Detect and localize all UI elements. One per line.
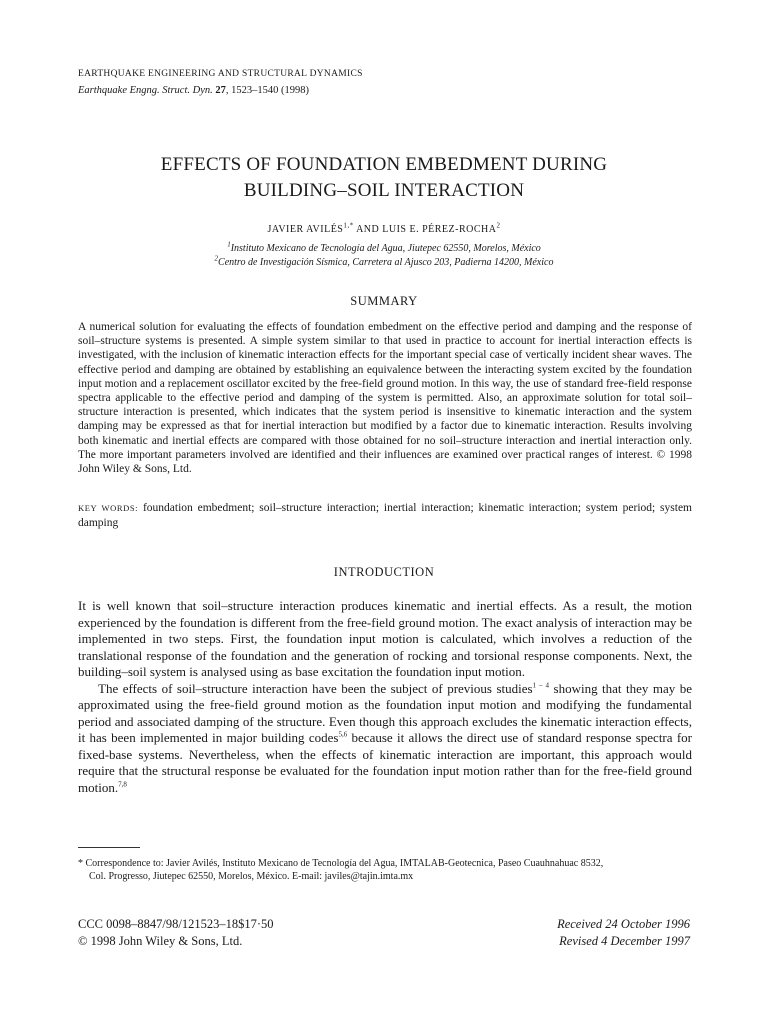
affiliation-2: [0, 254, 768, 268]
revised-date: Revised 4 December 1997: [559, 934, 690, 948]
affiliation-2-mark: 2: [214, 254, 219, 263]
affiliation-1-mark: 1: [227, 240, 231, 249]
intro-paragraph-2: [78, 681, 692, 797]
keywords-label: KEY WORDS:: [78, 503, 139, 513]
ccc-code: CCC 0098–8847/98/121523–18$17·50: [78, 917, 274, 931]
citation-volume: 27: [215, 85, 226, 96]
citation-ref-7-8: 7,8: [118, 780, 127, 789]
author-2: LUIS E. PÉREZ-ROCHA: [382, 224, 497, 235]
received-dates: [557, 916, 690, 950]
received-date: Received 24 October 1996: [557, 917, 690, 931]
summary-heading: SUMMARY: [350, 294, 418, 308]
footnote-line-2: Col. Progresso, Jiutepec 62550, Morelos, México. E-mail: javiles@tajin.imta.mx: [89, 871, 414, 882]
author-1-mark: 1,*: [343, 221, 354, 230]
copyright-line: © 1998 John Wiley & Sons, Ltd.: [78, 934, 243, 948]
citation-ref-5-6: 5,6: [338, 730, 348, 739]
title-line-2: BUILDING–SOIL INTERACTION: [243, 180, 525, 201]
citation-ref-1-4: 1 – 4: [532, 681, 550, 690]
footnote-divider: [78, 847, 140, 848]
correspondence-footnote: [78, 857, 692, 883]
keywords-text: foundation embedment; soil–structure interaction; inertial interaction; kinematic interaction; system period; system damping: [78, 502, 692, 529]
affiliation-1-text: Instituto Mexicano de Tecnología del Agua, Jiutepec 62550, Morelos, México: [230, 243, 541, 254]
intro-p2-text-c: because it allows the direct use of standard response spectra for fixed-base systems. Nevertheless, when the effects of kinematic interaction are important, this approach would require that the structural response be evaluated for the foundation input motion rather than for the free-field ground motion.: [78, 730, 692, 795]
intro-paragraph-1: It is well known that soil–structure interaction produces kinematic and inertial effects. As a result, the motion experienced by the foundation is different from the free-field ground motion. The exact analysis of interaction may be implemented in two steps. First, the foundation input motion is calculated, which involves a reduction of the translational response of the foundation and the generation of rocking and torsional response components. Next, the building–soil system is analysed using as base excitation the foundation input motion.: [78, 598, 692, 679]
citation-journal: Earthquake Engng. Struct. Dyn.: [78, 85, 213, 96]
affiliation-1: [0, 240, 768, 254]
title-line-1: EFFECTS OF FOUNDATION EMBEDMENT DURING: [160, 154, 608, 175]
keywords: [78, 501, 692, 531]
author-2-mark: 2: [496, 221, 501, 230]
introduction-body: [78, 598, 692, 796]
footnote-line-1: * Correspondence to: Javier Avilés, Instituto Mexicano de Tecnología del Agua, IMTALAB-Geotecnica, Paseo Cuauhnahuac 8532,: [78, 858, 604, 869]
summary-body: A numerical solution for evaluating the effects of foundation embedment on the effective period and damping and the response of soil–structure systems is presented. A simple system similar to that used in practice to account for inertial interaction effects is investigated, with the inclusion of kinematic interaction effects for the important special case of vertically incident shear waves. The effective period and damping are obtained by establishing an equivalence between the interacting system excited by the foundation input motion and a replacement oscillator excited by the free-field ground motion. In this way, the use of standard free-field response spectra applicable to the effective period and damping of the system is permitted. Also, an approximate solution for total soil–structure interaction is presented, which indicates that the system period is insensitive to kinematic interaction and the system damping may be expressed as that for inertial interaction but modified by a factor due to kinematic interaction. Results involving both kinematic and inertial effects are compared with those obtained for no soil–structure interaction and inertial interaction only. The more important parameters involved are identified and their influences are examined over practical ranges of interest. © 1998 John Wiley & Sons, Ltd.: [78, 321, 692, 476]
ccc-copyright-block: [78, 916, 274, 950]
introduction-heading: INTRODUCTION: [333, 565, 435, 579]
author-1: JAVIER AVILÉS: [267, 224, 344, 235]
journal-citation: [78, 85, 309, 96]
author-list: [0, 221, 768, 235]
author-connector: AND: [353, 224, 383, 235]
intro-p2-text-a: The effects of soil–structure interaction have been the subject of previous studies: [98, 680, 533, 696]
affiliation-2-text: Centro de Investigación Sísmica, Carretera al Ajusco 203, Padierna 14200, México: [218, 257, 554, 268]
intro-p2-text-b: showing that they may be approximated using the free-field ground motion as the foundation input motion and modifying the fundamental period and associated damping of the structure. Even though this approach excludes the kinematic interaction effects, it has been implemented in major building codes: [78, 680, 693, 745]
paper-title: [0, 152, 768, 204]
journal-name: EARTHQUAKE ENGINEERING AND STRUCTURAL DYNAMICS: [78, 69, 363, 79]
citation-pages-year: , 1523–1540 (1998): [225, 85, 309, 96]
